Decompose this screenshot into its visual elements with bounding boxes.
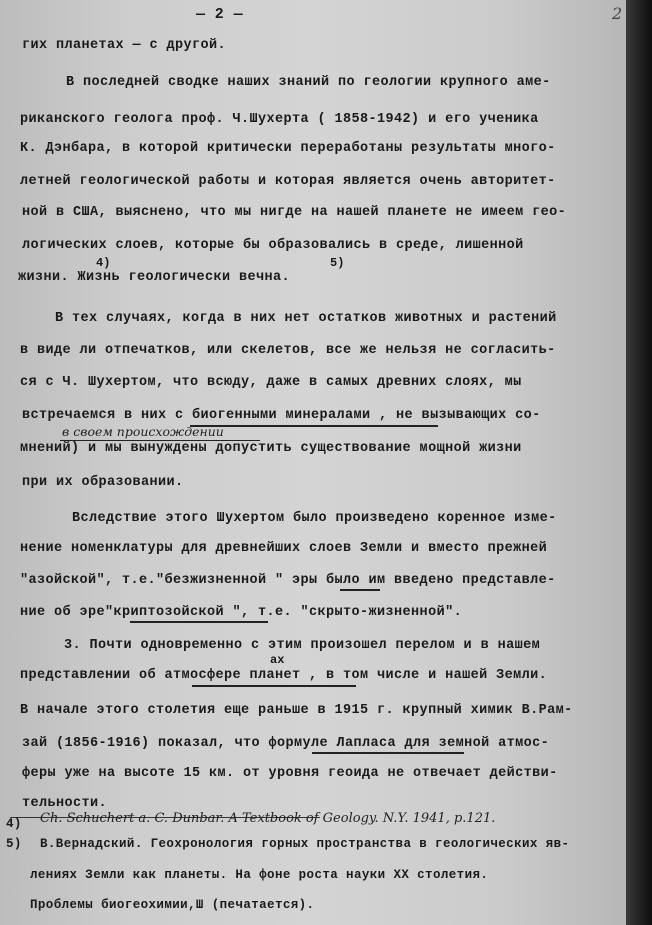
footnote-4-handwritten-citation: Ch. Schuchert a. C. Dunbar. A Textbook of Geology. N.Y. 1941, p.121. (40, 811, 496, 826)
text-line-9: В тех случаях, когда в них нет остатков животных и растений (55, 311, 557, 326)
text-line-15: Вследствие этого Шухертом было произведено коренное изме- (72, 511, 557, 526)
superscript-5: 5) (330, 256, 345, 270)
page-number: — 2 — (196, 6, 244, 23)
text-line-4: К. Дэнбара, в которой критически переработаны результаты много- (20, 141, 556, 156)
footnote-5-line-3: Проблемы биогеохимии,Ш (печатается). (30, 898, 315, 912)
footnote-4-mark: 4) (6, 817, 22, 831)
text-line-18: ние об эре"криптозойской ", т.е. "скрыто-жизненной". (20, 605, 463, 620)
handwritten-interlinear-note: в своем происхождении (62, 424, 224, 439)
text-line-5: летней геологической работы и которая является очень авторитет- (20, 174, 556, 189)
text-line-21: В начале этого столетия еще раньше в 1915 г. крупный химик В.Рам- (20, 703, 573, 718)
footnote-5-text: В.Вернадский. Геохронология горных пространства в геологических яв- (40, 837, 570, 851)
text-line-17: "азойской", т.е."безжизненной " эры было им введено представле- (20, 573, 556, 588)
text-line-20: представлении об атмосфере планет , в том числе и нашей Земли. (20, 668, 548, 683)
text-line-11: ся с Ч. Шухертом, что всюду, даже в самых древних слоях, мы (20, 375, 522, 390)
text-line-22: зай (1856-1916) показал, что формуле Лапласа для земной атмос- (22, 736, 550, 751)
footnote-5-line-2: лениях Земли как планеты. На фоне роста науки XX столетия. (30, 868, 489, 882)
text-line-12: встречаемся в них с биогенными минералами , не вызывающих со- (22, 408, 541, 423)
underline-biogenic-minerals (190, 425, 438, 427)
footnote-5-mark: 5) (6, 837, 22, 851)
text-line-23: феры уже на высоте 15 км. от уровня геоида не отвечает действи- (22, 766, 558, 781)
text-line-19: 3. Почти одновременно с этим произошел перелом и в нашем (64, 638, 541, 653)
text-line-13: мнений) и мы вынуждены допустить существование мощной жизни (20, 441, 522, 456)
text-line-2: В последней сводке наших знаний по геологии крупного аме- (66, 75, 551, 90)
scan-edge-shadow (626, 0, 652, 925)
underline-era (340, 589, 380, 591)
text-line-3: риканского геолога проф. Ч.Шухерта ( 1858-1942) и его ученика (20, 112, 539, 127)
text-line-16: нение номенклатуры для древнейших слоев Земли и вместо прежней (20, 541, 548, 556)
underline-cryptozoic (130, 621, 268, 623)
text-line-7: логических слоев, которые бы образовались в среде, лишенной (22, 238, 524, 253)
text-line-14: при их образовании. (22, 475, 184, 490)
text-line-6: ной в США, выяснено, что мы нигде на нашей планете не имеем гео- (22, 205, 567, 220)
text-line-1: гих планетах — с другой. (22, 38, 227, 53)
underline-atmosphere (192, 685, 356, 687)
text-line-10: в виде ли отпечатков, или скелетов, все же нельзя не согласить- (20, 343, 556, 358)
superscript-4: 4) (96, 256, 111, 270)
text-line-8: жизни. Жизнь геологически вечна. (18, 270, 291, 285)
superscript-ax: ах (270, 653, 285, 667)
underline-laplace-formula (312, 752, 464, 754)
corner-page-mark: 2 (612, 4, 623, 23)
text-line-24: тельности. (22, 796, 108, 811)
